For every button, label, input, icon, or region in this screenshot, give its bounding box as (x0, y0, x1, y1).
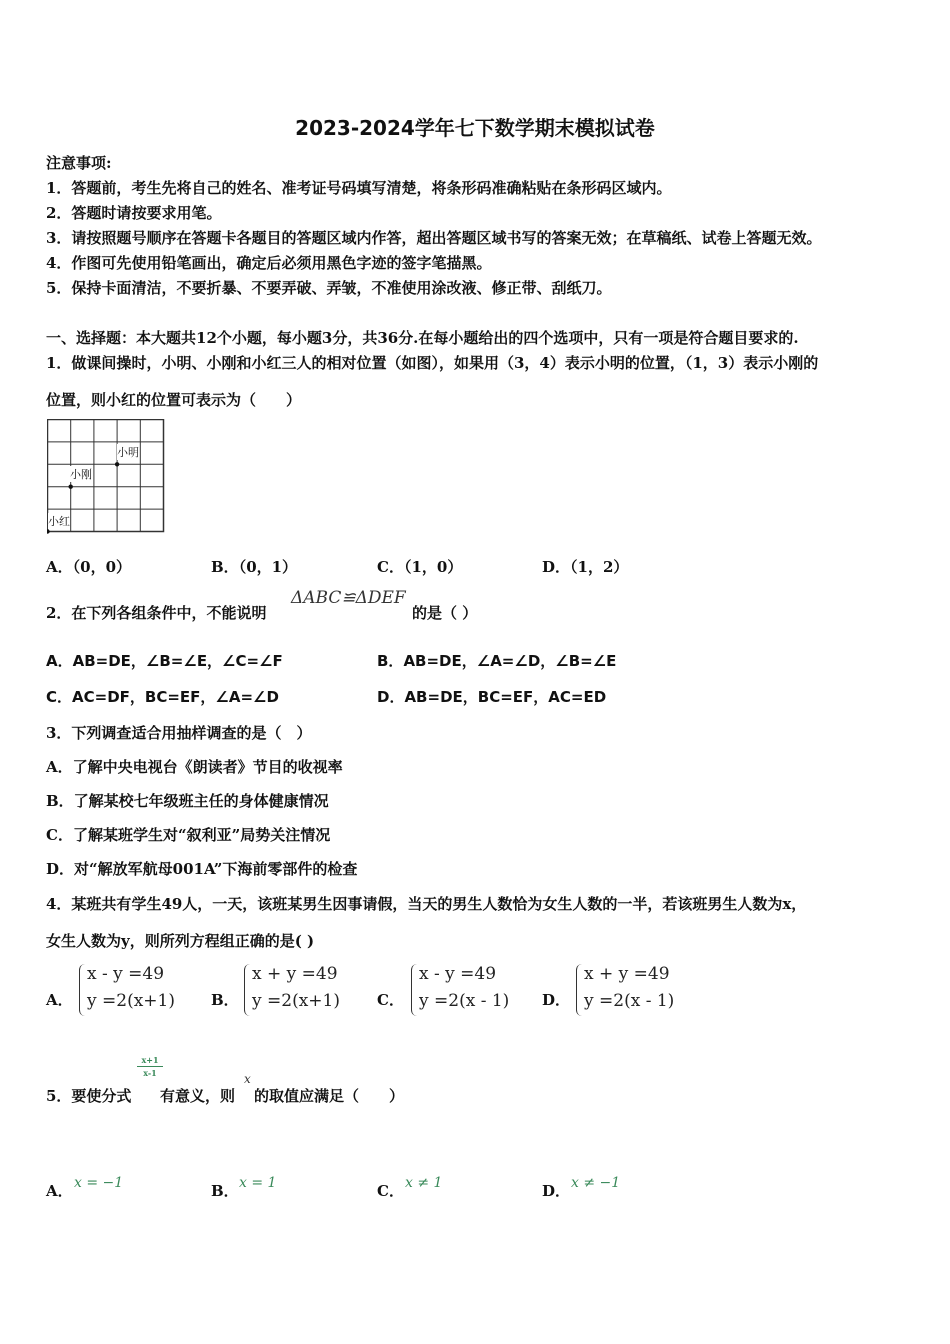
q5-option-c-label: C． (377, 1182, 404, 1200)
notice-item-2: 2．答题时请按要求用笔。 (46, 204, 222, 222)
q5-option-a-math: x = −1 (74, 1175, 124, 1191)
notice-item-4: 4．作图可先使用铅笔画出，确定后必须用黑色字迹的签字笔描黑。 (46, 254, 492, 272)
gang-point (69, 485, 73, 489)
q4-option-d-system: x + y =49 y =2(x - 1) (576, 964, 686, 1018)
q3-option-c: C．了解某班学生对“叙利亚”局势关注情况 (46, 826, 331, 844)
q5-option-c-math: x ≠ 1 (405, 1175, 443, 1191)
q4-option-a-label: A． (46, 991, 73, 1009)
q2-option-b: B．AB=DE，∠A=∠D，∠B=∠E (377, 652, 617, 670)
q4-option-c-label: C． (377, 991, 404, 1009)
label-xiaoming: 小明 (117, 446, 139, 459)
q2-option-c: C．AC=DF，BC=EF，∠A=∠D (46, 688, 279, 706)
label-xiaogang: 小刚 (70, 468, 92, 481)
q1-stem-line1: 1．做课间操时，小明、小刚和小红三人的相对位置（如图），如果用（3，4）表示小明的位置，（1，3）表示小刚的 (46, 354, 819, 372)
hong-point (47, 529, 50, 533)
label-xiaohong: 小红 (48, 515, 70, 528)
q1-option-d: D．（1，2） (542, 558, 629, 576)
q5-option-b-label: B． (211, 1182, 239, 1200)
q4-option-b-label: B． (211, 991, 239, 1009)
q5-option-d-label: D． (542, 1182, 571, 1200)
q3-option-a: A．了解中央电视台《朗读者》节目的收视率 (46, 758, 343, 776)
q5-variable: x (244, 1072, 251, 1086)
q5-fraction: x+1 x-1 (137, 1055, 163, 1078)
section-heading: 一、选择题：本大题共12个小题，每小题3分，共36分.在每小题给出的四个选项中，只有一项是符合题目要求的. (46, 329, 799, 347)
q5-stem-prefix: 5．要使分式 (46, 1087, 132, 1105)
q4-option-d-label: D． (542, 991, 571, 1009)
q3-option-b: B．了解某校七年级班主任的身体健康情况 (46, 792, 329, 810)
q5-option-d-math: x ≠ −1 (571, 1175, 621, 1191)
q3-option-d: D．对“解放军航母001A”下海前零部件的检查 (46, 860, 358, 878)
q4-option-c-system: x - y =49 y =2(x - 1) (411, 964, 521, 1018)
q2-stem-suffix: 的是（ ） (412, 604, 478, 622)
notice-heading: 注意事项: (46, 154, 112, 172)
q4-stem-line2: 女生人数为y，则所列方程组正确的是( ) (46, 932, 315, 950)
notice-item-1: 1．答题前，考生先将自己的姓名、准考证号码填写清楚，将条形码准确粘贴在条形码区域内。 (46, 179, 672, 197)
q4-option-b-system: x + y =49 y =2(x+1) (244, 964, 354, 1018)
q1-grid-figure (47, 419, 165, 534)
page-title: 2023-2024学年七下数学期末模拟试卷 (295, 116, 655, 140)
q1-stem-line2: 位置，则小红的位置可表示为（ ） (46, 391, 302, 409)
q4-stem-line1: 4．某班共有学生49人，一天，该班某男生因事请假，当天的男生人数恰为女生人数的一半，若该班男生人数为x， (46, 895, 807, 913)
notice-item-5: 5．保持卡面清洁，不要折暴、不要弄破、弄皱，不准使用涂改液、修正带、刮纸刀。 (46, 279, 612, 297)
ming-point (115, 462, 119, 466)
q2-stem-prefix: 2．在下列各组条件中，不能说明 (46, 604, 267, 622)
q5-stem-middle: 有意义，则 (160, 1087, 236, 1105)
q5-option-a-label: A． (46, 1182, 73, 1200)
q2-congruence-math: ΔABC≌ΔDEF (291, 588, 406, 608)
q2-option-d: D．AB=DE，BC=EF，AC=ED (377, 688, 607, 706)
q1-option-a: A．（0，0） (46, 558, 132, 576)
q4-option-a-system: x - y =49 y =2(x+1) (79, 964, 189, 1018)
q5-stem-suffix: 的取值应满足（ ） (254, 1087, 405, 1105)
q1-option-b: B．（0，1） (211, 558, 298, 576)
notice-item-3: 3．请按照题号顺序在答题卡各题目的答题区域内作答，超出答题区域书写的答案无效；在草稿纸、试卷上答题无效。 (46, 229, 822, 247)
q1-option-c: C．（1，0） (377, 558, 463, 576)
q2-option-a: A．AB=DE，∠B=∠E，∠C=∠F (46, 652, 283, 670)
q3-stem: 3．下列调查适合用抽样调查的是（ ） (46, 724, 312, 742)
q5-option-b-math: x = 1 (239, 1175, 277, 1191)
